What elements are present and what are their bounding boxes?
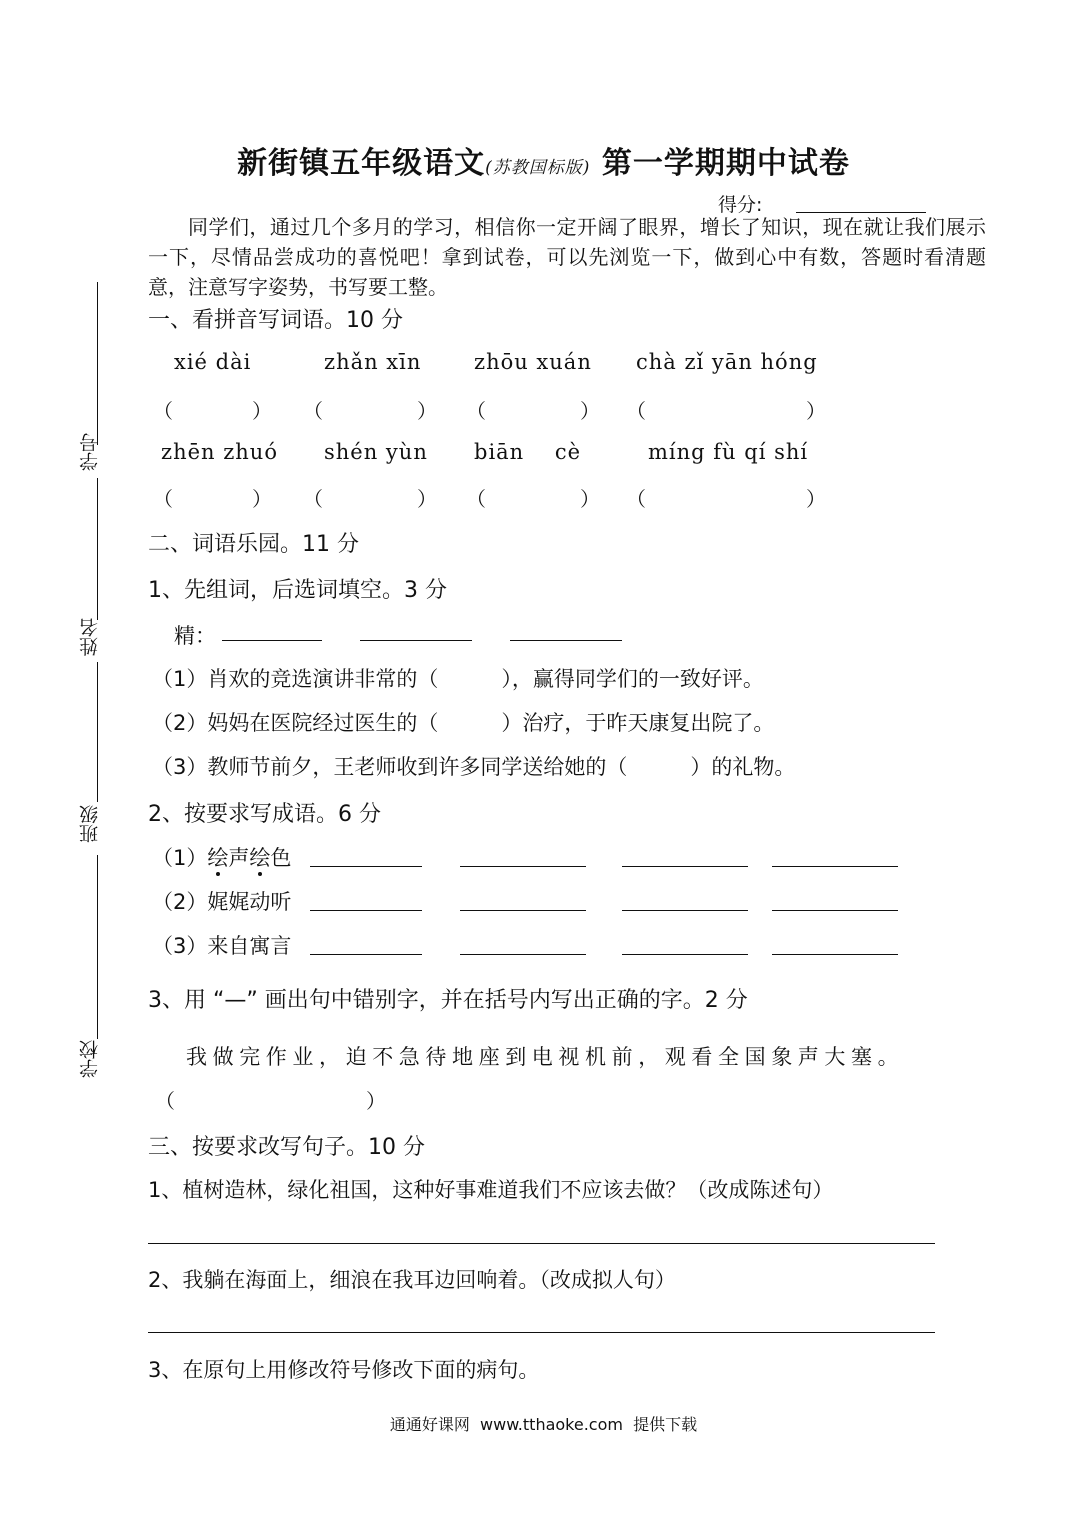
idiom-blank[interactable] bbox=[310, 954, 422, 955]
jing-label: 精： bbox=[174, 624, 216, 648]
intro-paragraph: 同学们，通过几个多月的学习，相信你一定开阔了眼界，增长了知识，现在就让我们展示一下，尽情品尝成功的喜悦吧！拿到试卷，可以先浏览一下，做到心中有数，答题时看清题意，注意写字姿势，书写要工整。 bbox=[148, 215, 986, 299]
name-line[interactable] bbox=[97, 478, 98, 620]
answer-paren-open: （ bbox=[466, 487, 486, 511]
answer-paren-close: ） bbox=[252, 399, 272, 423]
section2-heading: 二、词语乐园。11 分 bbox=[148, 532, 359, 557]
pinyin-8: míng fù qí shí bbox=[648, 440, 809, 464]
fill-sentence-2: （2）妈妈在医院经过医生的（ ）治疗，于昨天康复出院了。 bbox=[152, 711, 775, 735]
title-main: 新街镇五年级语文 bbox=[237, 146, 486, 181]
q2-1-heading: 1、先组词，后选词填空。3 分 bbox=[148, 578, 447, 603]
idiom-char-text: 色 bbox=[270, 846, 292, 870]
pinyin-5: zhēn zhuó bbox=[161, 440, 278, 464]
section3-heading: 三、按要求改写句子。10 分 bbox=[148, 1135, 425, 1160]
name-label: 姓名 bbox=[79, 618, 101, 656]
word-blank[interactable] bbox=[510, 640, 622, 641]
q2-3-heading: 3、用 “—” 画出句中错别字，并在括号内写出正确的字。2 分 bbox=[148, 988, 748, 1013]
answer-paren-close: ） bbox=[252, 487, 272, 511]
idiom-blank[interactable] bbox=[772, 866, 898, 867]
title-edition: (苏教国标版) bbox=[485, 158, 591, 178]
rewrite-q2: 2、我躺在海面上，细浪在我耳边回响着。（改成拟人句） bbox=[148, 1268, 676, 1292]
rewrite-answer-line[interactable] bbox=[148, 1243, 935, 1244]
answer-paren-open: （ bbox=[466, 399, 486, 423]
idiom-item-3: （3）来自寓言 bbox=[152, 934, 292, 958]
answer-paren-open: （ bbox=[303, 399, 323, 423]
answer-paren-open: （ bbox=[626, 399, 646, 423]
idiom-char-text: 绘 bbox=[249, 846, 271, 870]
school-label: 学校 bbox=[79, 1040, 101, 1078]
exam-title bbox=[0, 138, 1087, 182]
idiom-blank[interactable] bbox=[310, 866, 422, 867]
idiom-blank[interactable] bbox=[772, 954, 898, 955]
pinyin-1: xié dài bbox=[174, 350, 252, 374]
answer-paren-open: （ bbox=[303, 487, 323, 511]
fill-sentence-3: （3）教师节前夕，王老师收到许多同学送给她的（ ）的礼物。 bbox=[152, 755, 796, 779]
idiom-blank[interactable] bbox=[622, 954, 748, 955]
class-label: 班级 bbox=[79, 805, 101, 843]
fill-sentence-1: （1）肖欢的竞选演讲非常的（ ），赢得同学们的一致好评。 bbox=[152, 667, 764, 691]
answer-paren-close: ） bbox=[417, 399, 437, 423]
answer-paren-close: ） bbox=[806, 399, 826, 423]
name-line-lower bbox=[97, 662, 98, 670]
rewrite-answer-line[interactable] bbox=[148, 1332, 935, 1333]
idiom-char-text: 声 bbox=[228, 846, 250, 870]
pinyin-4: chà zǐ yān hóng bbox=[636, 350, 818, 374]
answer-paren-close: ） bbox=[417, 487, 437, 511]
idiom-item-1 bbox=[152, 842, 291, 872]
title-rest: 第一学期期中试卷 bbox=[601, 146, 850, 181]
footer-credit: 通通好课网 www.tthaoke.com 提供下载 bbox=[389, 1415, 698, 1434]
pinyin-6: shén yùn bbox=[324, 440, 428, 464]
school-line[interactable] bbox=[97, 855, 98, 1039]
idiom-blank[interactable] bbox=[460, 866, 586, 867]
idiom-blank[interactable] bbox=[460, 910, 586, 911]
emphasis-dot bbox=[216, 872, 220, 876]
idiom-blank[interactable] bbox=[622, 910, 748, 911]
answer-paren-open: （ bbox=[153, 487, 173, 511]
answer-paren-close: ） bbox=[806, 487, 826, 511]
pinyin-3: zhōu xuán bbox=[474, 350, 592, 374]
answer-paren-close: ） bbox=[366, 1089, 386, 1113]
section1-heading: 一、看拼音写词语。10 分 bbox=[148, 308, 403, 333]
rewrite-q1: 1、植树造林，绿化祖国，这种好事难道我们不应该去做？（改成陈述句） bbox=[148, 1178, 834, 1202]
answer-paren-close: ） bbox=[580, 487, 600, 511]
student-no-label: 学号 bbox=[79, 433, 101, 471]
idiom-blank[interactable] bbox=[772, 910, 898, 911]
idiom-item-prefix: （1） bbox=[152, 846, 208, 870]
word-blank[interactable] bbox=[360, 640, 472, 641]
rewrite-q3: 3、在原句上用修改符号修改下面的病句。 bbox=[148, 1358, 540, 1382]
q2-2-heading: 2、按要求写成语。6 分 bbox=[148, 802, 381, 827]
idiom-blank[interactable] bbox=[460, 954, 586, 955]
idiom-char bbox=[207, 846, 228, 870]
idiom-char-text: 绘 bbox=[207, 846, 229, 870]
word-blank[interactable] bbox=[222, 640, 322, 641]
student-no-line[interactable] bbox=[97, 282, 98, 445]
typo-sentence: 我做完作业，迫不急待地座到电视机前，观看全国象声大塞。 bbox=[186, 1045, 905, 1069]
pinyin-2: zhǎn xīn bbox=[324, 350, 422, 374]
answer-paren-open: （ bbox=[155, 1089, 175, 1113]
answer-paren-open: （ bbox=[153, 399, 173, 423]
class-line[interactable] bbox=[97, 670, 98, 802]
pinyin-7: biān cè bbox=[474, 440, 582, 464]
score-label: 得分: bbox=[718, 194, 763, 216]
emphasis-dot bbox=[258, 872, 262, 876]
idiom-blank[interactable] bbox=[622, 866, 748, 867]
answer-paren-open: （ bbox=[626, 487, 646, 511]
idiom-char bbox=[249, 846, 270, 870]
idiom-item-2: （2）娓娓动听 bbox=[152, 890, 292, 914]
answer-paren-close: ） bbox=[580, 399, 600, 423]
idiom-blank[interactable] bbox=[310, 910, 422, 911]
